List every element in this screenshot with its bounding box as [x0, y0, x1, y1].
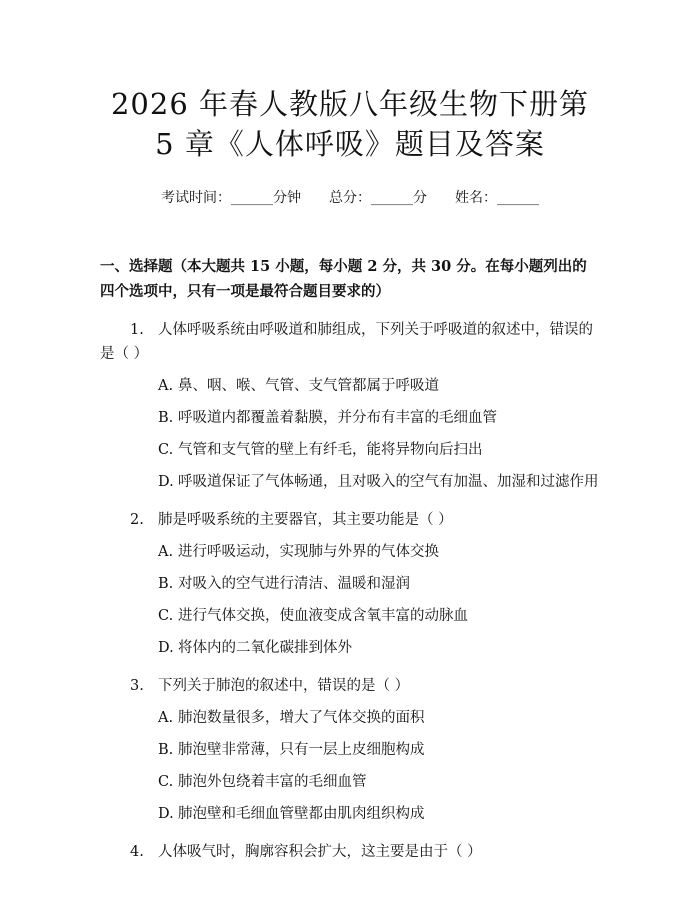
option-d: [100, 636, 600, 660]
option-list: [100, 706, 600, 826]
question-stem: [100, 840, 600, 864]
option-c: [100, 770, 600, 794]
option-text: 对吸入的空气进行清洁、温暖和湿润: [178, 576, 410, 592]
option-d: [100, 470, 600, 494]
option-c: [100, 604, 600, 628]
option-b: [100, 738, 600, 762]
student-name-label: 姓名：______: [455, 190, 539, 206]
option-letter: C.: [158, 442, 174, 458]
exam-time-label: 考试时间：______分钟: [161, 190, 301, 206]
question-3: [100, 674, 600, 826]
option-text: 呼吸道保证了气体畅通，且对吸入的空气有加温、加湿和过滤作用: [178, 474, 599, 490]
option-text: 进行呼吸运动，实现肺与外界的气体交换: [178, 544, 439, 560]
option-letter: B.: [158, 576, 174, 592]
question-number: 1.: [130, 322, 144, 338]
option-b: [100, 572, 600, 596]
option-text: 肺泡外包绕着丰富的毛细血管: [178, 774, 367, 790]
option-text: 进行气体交换，使血液变成含氧丰富的动脉血: [178, 608, 468, 624]
question-text: 人体吸气时，胸廓容积会扩大，这主要是由于（ ）: [158, 844, 482, 860]
option-text: 肺泡壁和毛细血管壁都由肌肉组织构成: [178, 806, 425, 822]
option-letter: B.: [158, 742, 174, 758]
option-letter: A.: [158, 544, 174, 560]
option-c: [100, 438, 600, 462]
option-list: [100, 374, 600, 494]
option-text: 将体内的二氧化碳排到体外: [178, 640, 352, 656]
question-stem: [100, 508, 600, 532]
option-text: 肺泡数量很多，增大了气体交换的面积: [178, 710, 425, 726]
option-a: [100, 540, 600, 564]
question-number: 3.: [130, 678, 144, 694]
section-heading-choice: 一、选择题（本大题共 15 小题，每小题 2 分，共 30 分。在每小题列出的四个选项中，只有一项是最符合题目要求的）: [100, 258, 587, 300]
question-text: 人体呼吸系统由呼吸道和肺组成，下列关于呼吸道的叙述中，错误的是（ ）: [100, 322, 593, 362]
question-text: 肺是呼吸系统的主要器官，其主要功能是（ ）: [158, 512, 453, 528]
total-score-label: 总分：______分: [329, 190, 427, 206]
option-text: 气管和支气管的壁上有纤毛，能将异物向后扫出: [178, 442, 483, 458]
option-letter: A.: [158, 378, 174, 394]
option-letter: B.: [158, 410, 174, 426]
option-text: 鼻、咽、喉、气管、支气管都属于呼吸道: [178, 378, 439, 394]
option-d: [100, 802, 600, 826]
option-a: [100, 374, 600, 398]
option-letter: A.: [158, 710, 174, 726]
question-stem: [100, 674, 600, 698]
question-text: 下列关于肺泡的叙述中，错误的是（ ）: [158, 678, 410, 694]
option-a: [100, 706, 600, 730]
question-number: 2.: [130, 512, 144, 528]
option-letter: D.: [158, 474, 174, 490]
question-2: [100, 508, 600, 660]
question-4: [100, 840, 600, 864]
option-letter: D.: [158, 640, 174, 656]
question-stem: [100, 318, 600, 366]
option-letter: D.: [158, 806, 174, 822]
option-b: [100, 406, 600, 430]
question-number: 4.: [130, 844, 144, 860]
option-letter: C.: [158, 608, 174, 624]
question-1: [100, 318, 600, 494]
option-list: [100, 540, 600, 660]
exam-info: [100, 188, 600, 208]
document-title: 2026 年春人教版八年级生物下册第 5 章《人体呼吸》题目及答案: [110, 87, 590, 161]
option-letter: C.: [158, 774, 174, 790]
option-text: 肺泡壁非常薄，只有一层上皮细胞构成: [178, 742, 425, 758]
option-text: 呼吸道内都覆盖着黏膜，并分布有丰富的毛细血管: [178, 410, 497, 426]
